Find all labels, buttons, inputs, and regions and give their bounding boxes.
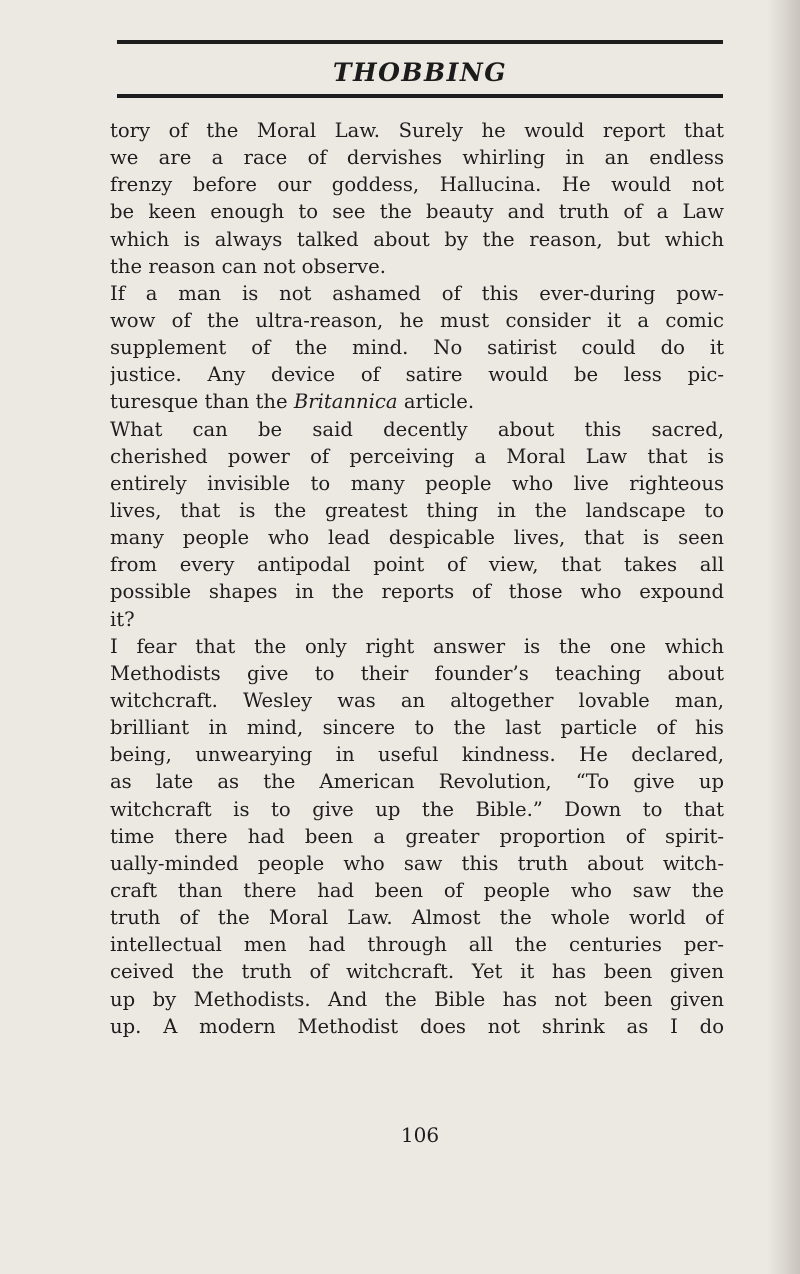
body-text <box>110 117 724 1040</box>
text-line: supplement of the mind. No satirist could do it <box>110 336 724 360</box>
text-line: up. A modern Methodist does not shrink as I do <box>110 1014 724 1038</box>
text-line: many people who lead despicable lives, that is seen <box>110 526 724 550</box>
running-head: THOBBING <box>332 58 508 87</box>
text-line: intellectual men had through all the centuries per- <box>110 933 724 957</box>
text-line: ceived the truth of witchcraft. Yet it has been given <box>110 960 724 984</box>
text-line: brilliant in mind, sincere to the last particle of his <box>110 716 724 740</box>
text-run: turesque than the <box>110 390 294 414</box>
text-line: wow of the ultra-reason, he must consider it a comic <box>110 308 724 332</box>
text-line: frenzy before our goddess, Hallucina. He would not <box>110 173 724 197</box>
text-line: which is always talked about by the reason, but which <box>110 227 724 251</box>
text-line: up by Methodists. And the Bible has not been given <box>110 987 724 1011</box>
page-number: 106 <box>400 1123 440 1147</box>
text-line: craft than there had been of people who saw the <box>110 878 724 902</box>
text-line: Methodists give to their founder’s teaching about <box>110 661 724 685</box>
header-rule-top <box>117 40 723 44</box>
text-line: from every antipodal point of view, that takes all <box>110 553 724 577</box>
text-line: What can be said decently about this sacred, <box>110 417 724 441</box>
text-line: the reason can not observe. <box>110 254 386 278</box>
text-line: witchcraft. Wesley was an altogether lovable man, <box>110 688 724 712</box>
text-line: it? <box>110 607 135 631</box>
text-line: I fear that the only right answer is the one which <box>110 634 724 658</box>
text-line: ually-minded people who saw this truth about witch- <box>110 851 724 875</box>
text-line: witchcraft is to give up the Bible.” Down to that <box>110 797 724 821</box>
text-line: we are a race of dervishes whirling in an endless <box>110 146 724 170</box>
text-line: If a man is not ashamed of this ever-during pow- <box>110 281 724 305</box>
text-line: lives, that is the greatest thing in the landscape to <box>110 498 724 522</box>
text-line: possible shapes in the reports of those who expound <box>110 580 724 604</box>
page-edge-shadow <box>766 0 800 1274</box>
text-line: cherished power of perceiving a Moral Law that is <box>110 444 724 468</box>
text-line: justice. Any device of satire would be less pic- <box>110 363 724 387</box>
text-line: entirely invisible to many people who live righteous <box>110 471 724 495</box>
header-rule-bottom <box>117 94 723 98</box>
text-line: tory of the Moral Law. Surely he would report that <box>110 119 724 142</box>
text-line: truth of the Moral Law. Almost the whole world of <box>110 906 724 930</box>
text-run: article. <box>397 390 475 414</box>
text-line: as late as the American Revolution, “To give up <box>110 770 724 794</box>
text-line: being, unwearying in useful kindness. He declared, <box>110 743 724 767</box>
text-line: be keen enough to see the beauty and truth of a Law <box>110 200 724 224</box>
text-line <box>110 388 724 415</box>
italic-title: Britannica <box>293 390 398 414</box>
text-line: time there had been a greater proportion of spirit- <box>110 824 724 848</box>
